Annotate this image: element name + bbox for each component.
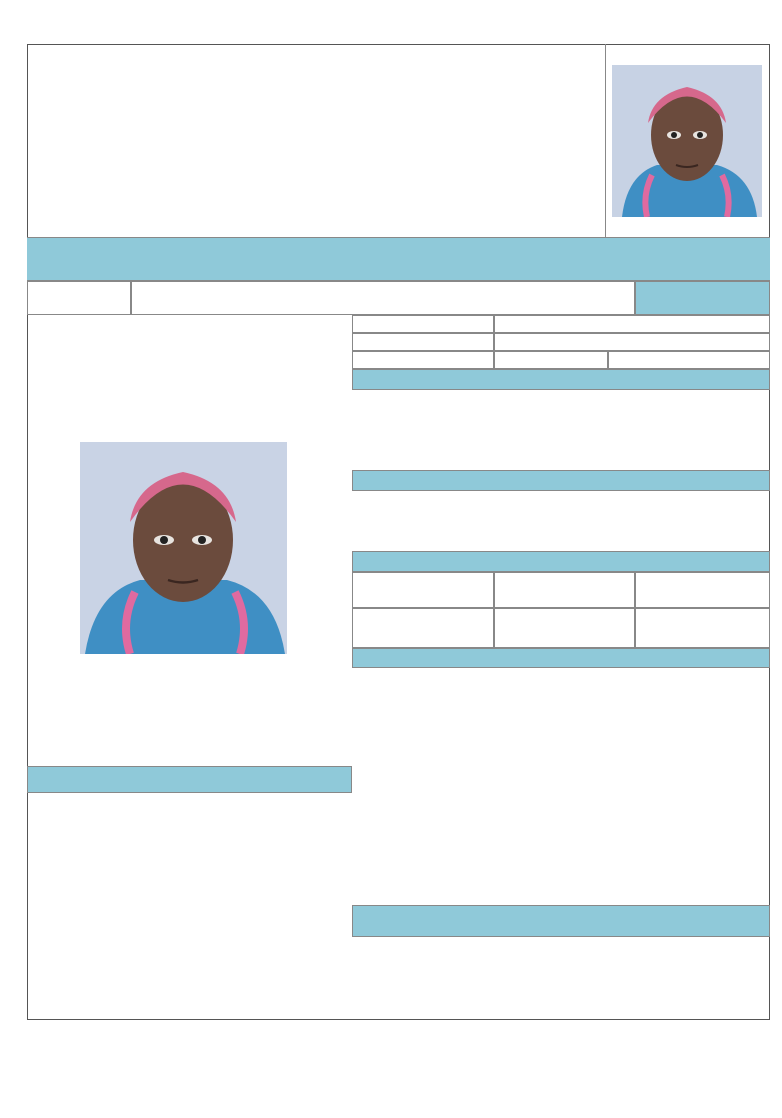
col-period [352,572,494,608]
col-position [635,572,770,608]
section-title-bar [27,237,770,281]
employment-period-cell [352,608,494,648]
full-name-label [27,281,131,315]
full-name-arabic [635,281,770,315]
skills-title [27,766,352,793]
summary-title-bar [352,905,770,937]
employment-title [352,551,770,572]
reference [608,351,770,369]
position-value [494,315,770,333]
full-name-value [131,281,635,315]
salary-label [352,351,494,369]
personal-title [352,648,770,668]
salary-value [494,351,608,369]
employment-country-cell [494,608,635,648]
col-country [494,572,635,608]
profile-photo-large [80,442,287,654]
telephone-value [494,333,770,351]
header-box [27,44,606,237]
languages-title [352,470,770,491]
position-label [352,315,494,333]
profile-photo-small [612,65,762,217]
employment-position-cell [635,608,770,648]
passport-title [352,369,770,390]
telephone-label [352,333,494,351]
